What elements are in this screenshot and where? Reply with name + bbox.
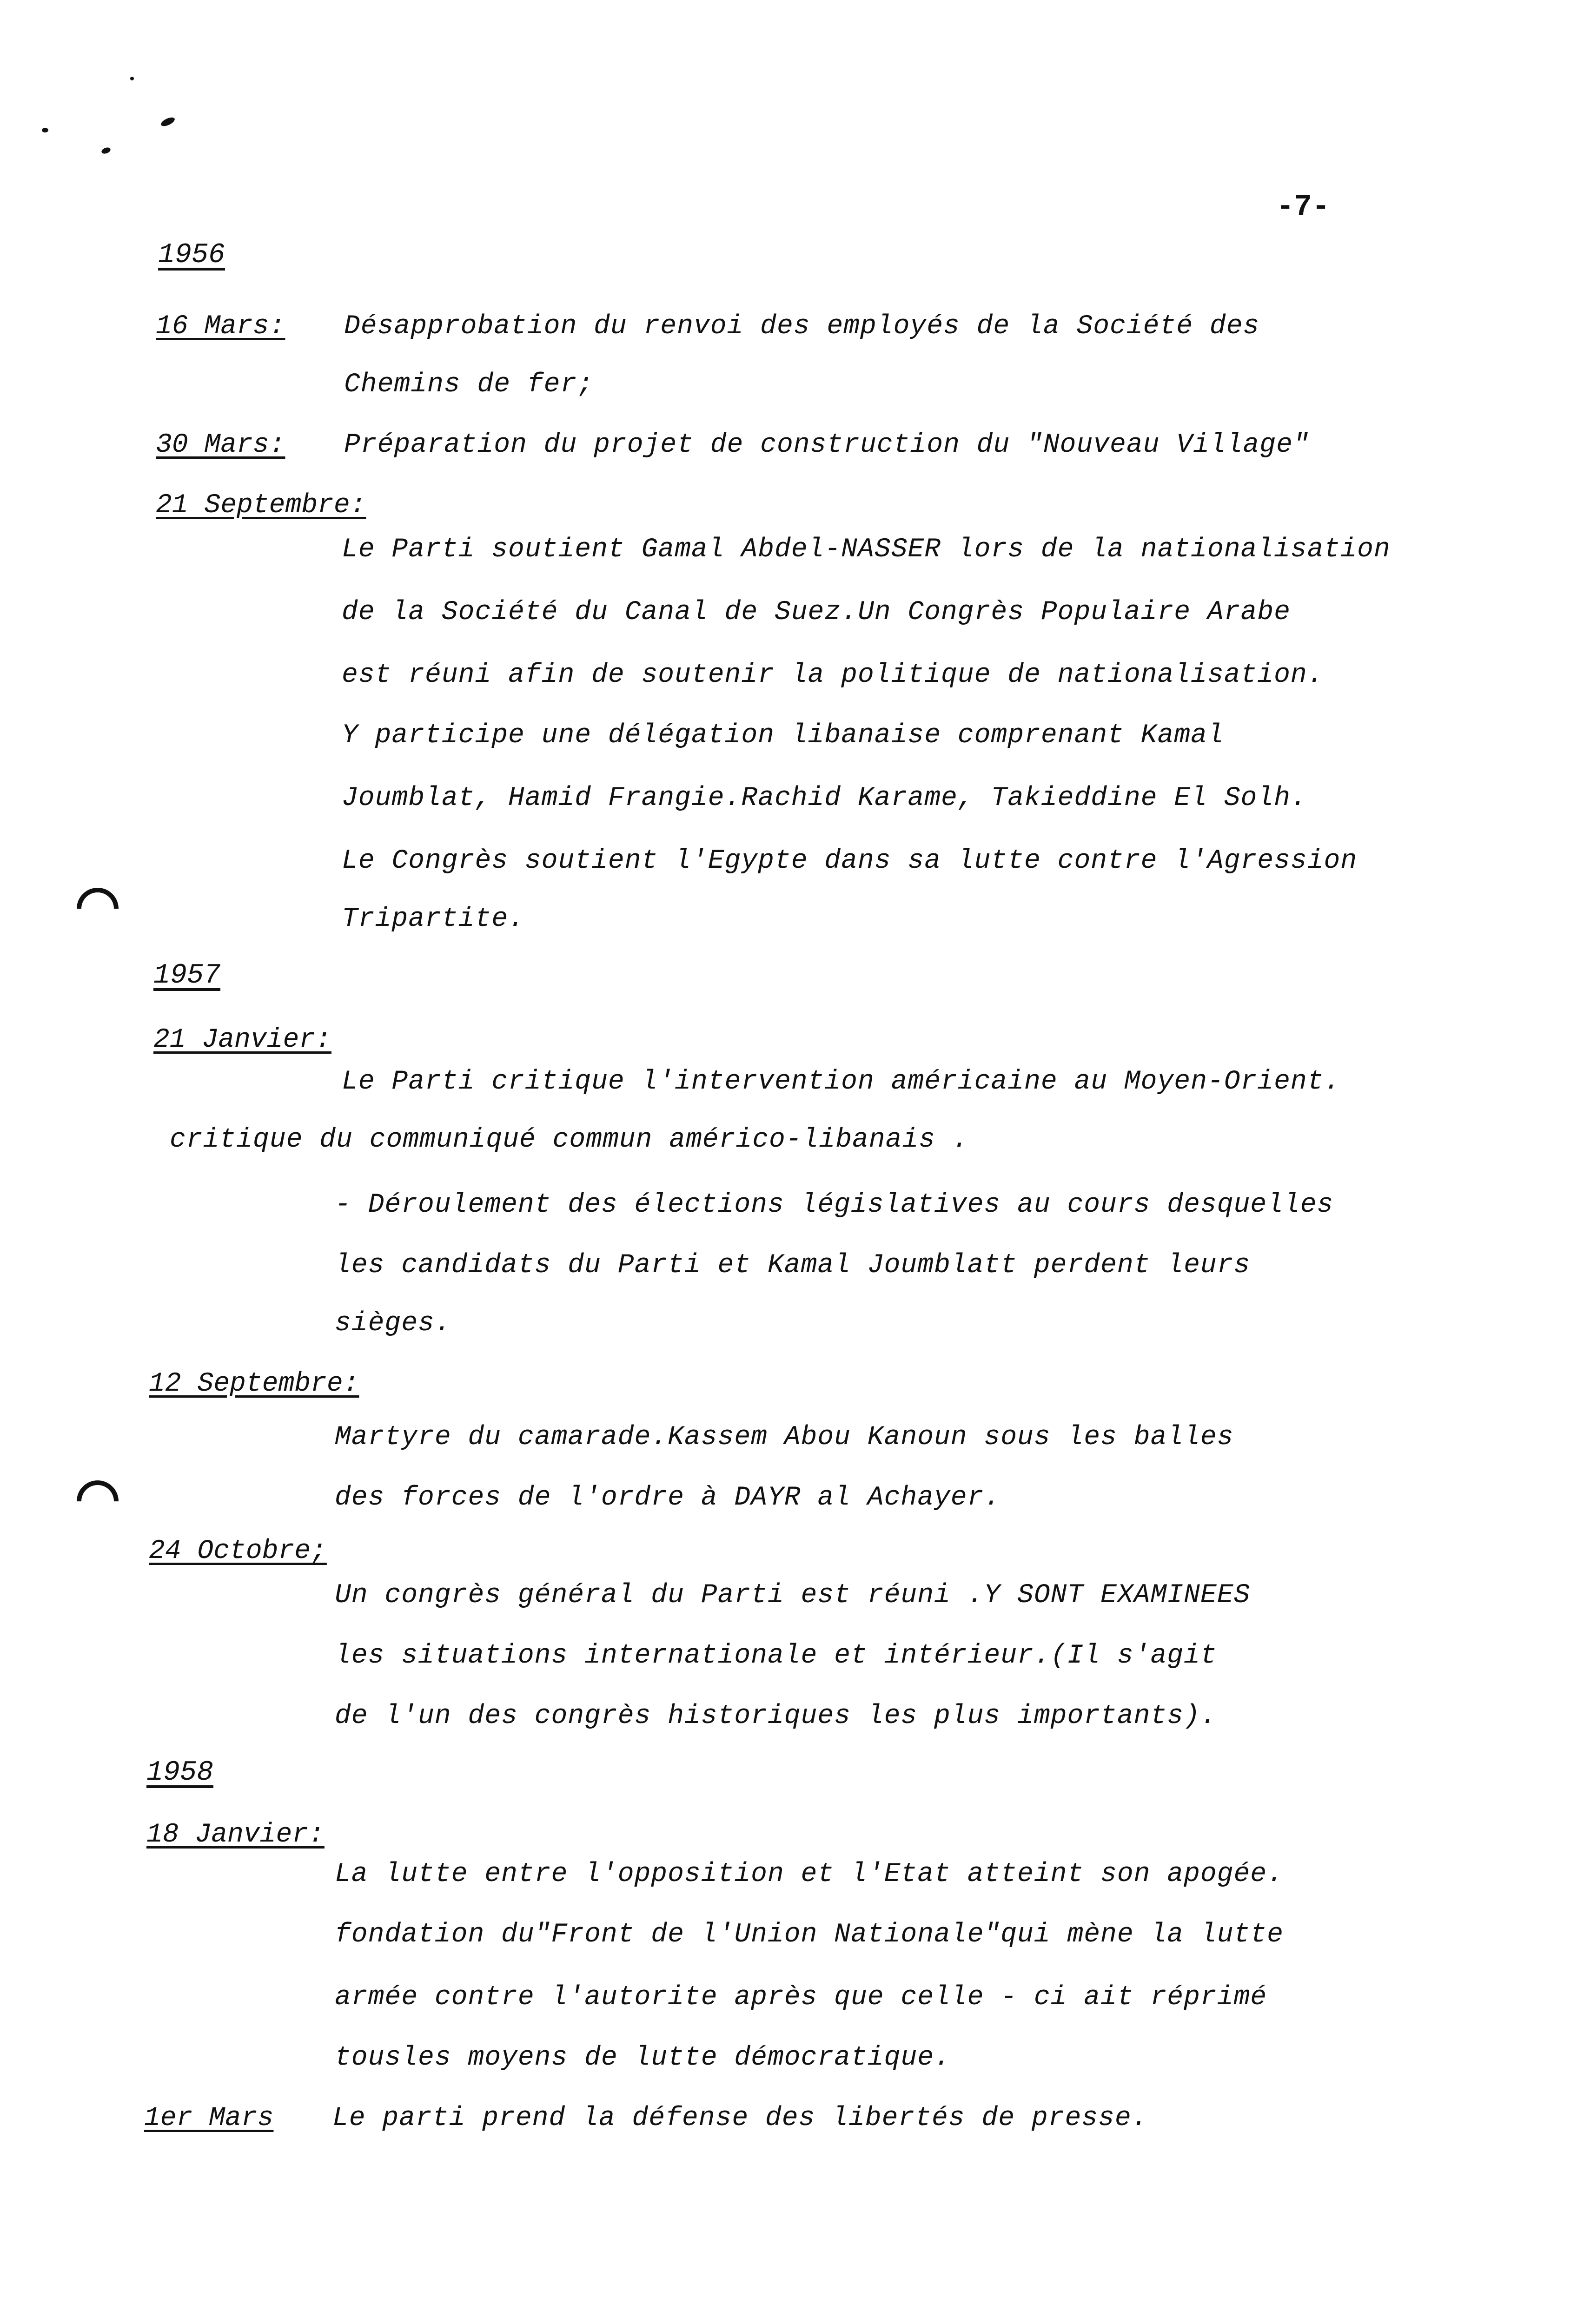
entry-date: 12 Septembre: xyxy=(149,1369,359,1399)
entry-line: de la Société du Canal de Suez.Un Congrès Populaire Arabe xyxy=(342,597,1291,627)
entry-line: Le Parti soutient Gamal Abdel-NASSER lors de la nationalisation xyxy=(342,535,1391,565)
entry-line: Martyre du camarade.Kassem Abou Kanoun sous les balles xyxy=(335,1422,1234,1452)
entry-date: 18 Janvier: xyxy=(146,1820,325,1850)
year-heading: 1957 xyxy=(153,960,221,991)
scan-speck xyxy=(42,128,48,132)
entry-line: sièges. xyxy=(335,1308,451,1339)
entry-date: 21 Janvier: xyxy=(153,1025,331,1055)
entry-line: les candidats du Parti et Kamal Joumblatt perdent leurs xyxy=(335,1250,1251,1281)
entry-line: Préparation du projet de construction du "Nouveau Village" xyxy=(344,430,1310,460)
scan-speck xyxy=(101,146,112,155)
scan-speck xyxy=(130,77,134,80)
year-heading: 1956 xyxy=(158,239,225,271)
scan-speck xyxy=(160,116,176,128)
entry-date: 21 Septembre: xyxy=(156,490,366,521)
entry-date: 1er Mars xyxy=(144,2103,274,2133)
entry-line: La lutte entre l'opposition et l'Etat atteint son apogée. xyxy=(335,1859,1284,1889)
entry-line: Le Congrès soutient l'Egypte dans sa lutte contre l'Agression xyxy=(342,846,1358,876)
entry-line: Y participe une délégation libanaise comprenant Kamal xyxy=(342,720,1224,751)
entry-date: 30 Mars: xyxy=(156,430,285,460)
entry-line: tousles moyens de lutte démocratique. xyxy=(335,2043,951,2073)
entry-line: des forces de l'ordre à DAYR al Achayer. xyxy=(335,1483,1001,1513)
year-heading: 1958 xyxy=(146,1757,214,1789)
entry-line: Tripartite. xyxy=(342,904,525,934)
entry-line: Le parti prend la défense des libertés de presse. xyxy=(332,2103,1148,2133)
entry-line: armée contre l'autorite après que celle - ci ait réprimé xyxy=(335,1982,1267,2013)
entry-line: - Déroulement des élections législatives au cours desquelles xyxy=(335,1190,1334,1220)
entry-line: Un congrès général du Parti est réuni .Y SONT EXAMINEES xyxy=(335,1580,1251,1611)
entry-date: 16 Mars: xyxy=(156,311,285,342)
entry-line: Désapprobation du renvoi des employés de la Société des xyxy=(344,311,1260,342)
hole-punch-mark xyxy=(68,1472,127,1531)
entry-line: fondation du"Front de l'Union Nationale"qui mène la lutte xyxy=(335,1920,1284,1950)
entry-line: Chemins de fer; xyxy=(344,370,594,400)
entry-line: est réuni afin de soutenir la politique de nationalisation. xyxy=(342,660,1324,690)
entry-line: Joumblat, Hamid Frangie.Rachid Karame, Takieddine El Solh. xyxy=(342,783,1307,813)
entry-line: Le Parti critique l'intervention américaine au Moyen-Orient. xyxy=(342,1067,1341,1097)
hole-punch-mark xyxy=(68,879,127,938)
entry-date: 24 Octobre; xyxy=(149,1536,327,1566)
entry-line: de l'un des congrès historiques les plus importants). xyxy=(335,1701,1217,1731)
page-number: -7- xyxy=(1276,191,1330,224)
entry-line: les situations internationale et intérieur.(Il s'agit xyxy=(335,1641,1217,1671)
entry-line: critique du communiqué commun américo-libanais . xyxy=(170,1125,969,1155)
